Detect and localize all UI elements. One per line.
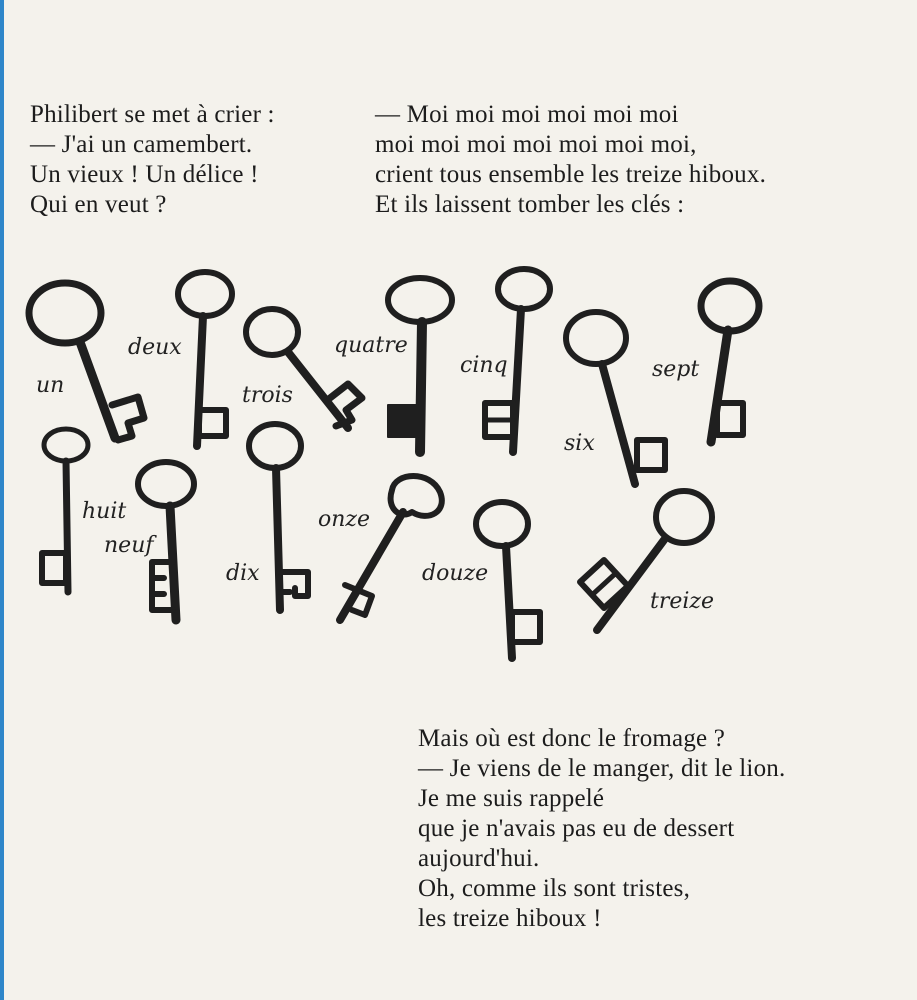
bottom-line: aujourd'hui. bbox=[418, 845, 540, 872]
label-neuf: neuf bbox=[104, 533, 154, 558]
label-quatre: quatre bbox=[334, 333, 408, 358]
left-line: — J'ai un camembert. bbox=[30, 131, 253, 158]
label-trois: trois bbox=[242, 383, 293, 408]
bottom-line: Je me suis rappelé bbox=[418, 785, 605, 812]
left-line: Un vieux ! Un délice ! bbox=[30, 161, 259, 188]
bottom-line: — Je viens de le manger, dit le lion. bbox=[418, 755, 786, 782]
label-treize: treize bbox=[650, 589, 715, 614]
key-six-icon bbox=[566, 312, 665, 484]
bottom-line: Oh, comme ils sont tristes, bbox=[418, 875, 691, 902]
left-line: Philibert se met à crier : bbox=[30, 101, 275, 128]
label-douze: douze bbox=[422, 561, 489, 586]
key-sept-icon bbox=[701, 281, 759, 442]
label-sept: sept bbox=[652, 357, 700, 382]
left-line: Qui en veut ? bbox=[30, 191, 167, 218]
right-line: crient tous ensemble les treize hiboux. bbox=[375, 161, 767, 188]
right-line: moi moi moi moi moi moi moi, bbox=[375, 131, 697, 158]
label-deux: deux bbox=[128, 335, 182, 360]
label-huit: huit bbox=[82, 499, 127, 524]
label-cinq: cinq bbox=[460, 353, 508, 378]
bottom-line: les treize hiboux ! bbox=[418, 905, 602, 932]
label-un: un bbox=[36, 373, 65, 398]
bottom-stanza bbox=[418, 724, 785, 934]
key-quatre-icon bbox=[388, 278, 452, 452]
right-line: — Moi moi moi moi moi moi bbox=[375, 101, 679, 128]
right-line: Et ils laissent tomber les clés : bbox=[375, 191, 685, 218]
label-onze: onze bbox=[318, 507, 371, 532]
key-un-icon bbox=[29, 283, 144, 440]
key-trois-icon bbox=[246, 309, 362, 428]
key-deux-icon bbox=[178, 272, 232, 446]
label-six: six bbox=[564, 431, 595, 456]
bottom-line: Mais où est donc le fromage ? bbox=[418, 725, 726, 752]
key-onze-icon bbox=[340, 476, 442, 620]
label-dix: dix bbox=[226, 561, 260, 586]
bottom-line: que je n'avais pas eu de dessert bbox=[418, 815, 735, 842]
